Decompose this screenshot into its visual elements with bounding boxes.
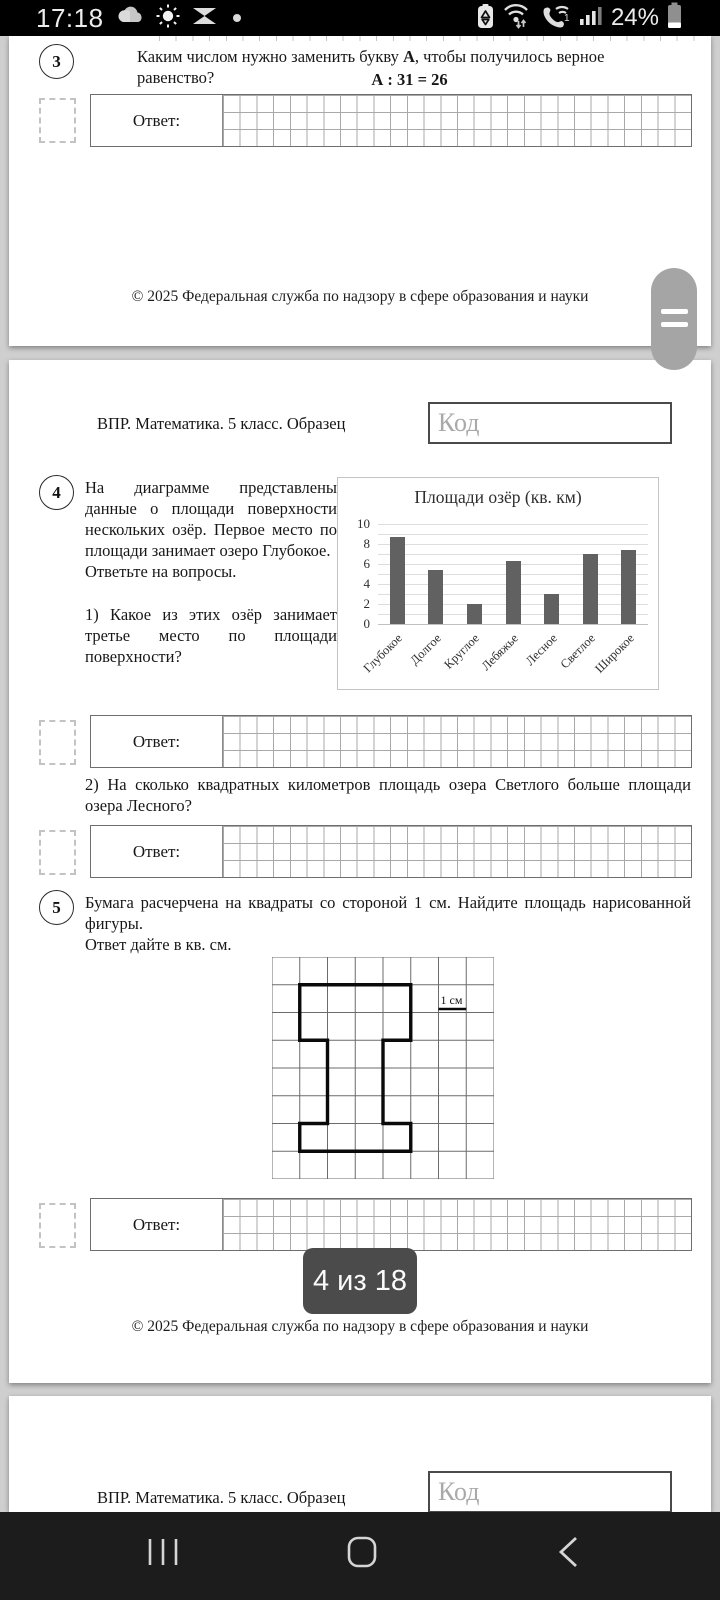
- scale-label: 1 см: [440, 993, 463, 1007]
- pdf-page-4: [9, 360, 711, 1383]
- answer-label: Ответ:: [91, 95, 223, 146]
- bar-Широкое: [621, 550, 636, 624]
- bar-Долгое: [428, 570, 443, 624]
- y-axis-tick: 8: [363, 536, 370, 551]
- battery-percent: 24%: [610, 4, 659, 31]
- chart-title: Площади озёр (кв. км): [414, 487, 582, 507]
- cloud-icon: [115, 6, 145, 31]
- question-3-text: Каким числом нужно заменить букву А, чтобы получилось верное равенство?: [137, 47, 605, 88]
- answer-box-q4-2: [90, 825, 692, 878]
- y-axis-tick: 2: [363, 596, 370, 611]
- code-placeholder: Код: [438, 1477, 480, 1506]
- wifi-icon: [502, 2, 532, 34]
- answer-cells-grid: [223, 1199, 691, 1250]
- grid-figure: [272, 957, 494, 1179]
- scrollbar-handle[interactable]: [651, 268, 697, 370]
- bar-Лесное: [544, 594, 559, 624]
- score-checkbox: [39, 98, 76, 143]
- answer-cells-grid: [223, 826, 691, 877]
- status-bar: [0, 0, 720, 36]
- back-button[interactable]: [546, 1530, 590, 1574]
- y-axis-tick: 0: [363, 616, 370, 631]
- y-axis-tick: 6: [363, 556, 370, 571]
- answer-cells-grid: [223, 716, 691, 767]
- question-3-number: 3: [39, 44, 74, 79]
- score-checkbox: [39, 1203, 76, 1248]
- x-axis-label: Круглое: [441, 631, 483, 672]
- answer-cells-grid: [223, 95, 691, 146]
- answer-box-q4-1: [90, 715, 692, 768]
- home-button[interactable]: [340, 1530, 384, 1574]
- answer-label: Ответ:: [91, 1199, 223, 1250]
- x-axis-label: Светлое: [557, 631, 599, 672]
- battery-icon: [667, 2, 682, 34]
- bar-Лебяжье: [506, 561, 521, 624]
- status-bar-right: [477, 2, 720, 34]
- doc-title: ВПР. Математика. 5 класс. Образец: [97, 1488, 346, 1507]
- notification-dot: [233, 14, 241, 22]
- x-axis-label: Долгое: [407, 631, 444, 668]
- battery-saver-icon: [477, 3, 494, 34]
- question-4-text: На диаграмме представлены данные о площади поверхности нескольких озёр. Первое место по площади занимает озеро Глубокое. Ответьте на вопросы. 1) Какое из этих озёр занимает третье место по площади поверхности?: [85, 478, 337, 666]
- status-bar-left: [0, 4, 241, 33]
- lakes-bar-chart: [337, 477, 659, 690]
- answer-label: Ответ:: [91, 716, 223, 767]
- bar-Круглое: [467, 604, 482, 624]
- question-5-text: Бумага расчерчена на квадраты со стороной 1 см. Найдите площадь нарисованной фигуры. Ответ дайте в кв. см.: [85, 893, 691, 955]
- cropped-grid-remnant: [159, 36, 704, 41]
- pdf-page-3: [9, 36, 711, 346]
- code-placeholder: Код: [438, 408, 480, 437]
- question-3-equation: А : 31 = 26: [371, 70, 448, 89]
- score-checkbox: [39, 830, 76, 875]
- doc-title: ВПР. Математика. 5 класс. Образец: [97, 414, 346, 433]
- answer-box-q5: [90, 1198, 692, 1251]
- wifi-calling-icon: [540, 3, 572, 34]
- brightness-icon: [156, 4, 180, 33]
- page-indicator-toast: 4 из 18: [303, 1248, 417, 1314]
- code-field: [428, 1471, 672, 1513]
- pdf-page-5: [9, 1396, 711, 1512]
- question-4-sub1: 1) Какое из этих озёр занимает третье место по площади поверхности?: [85, 604, 337, 666]
- svg-text:1: 1: [563, 12, 570, 24]
- score-checkbox: [39, 720, 76, 765]
- handle-line: [661, 309, 688, 314]
- bar-Глубокое: [390, 537, 405, 624]
- bar-Светлое: [583, 554, 598, 624]
- y-axis-tick: 4: [363, 576, 370, 591]
- question-4-sub2: 2) На сколько квадратных километров площадь озера Светлого больше площади озера Лесного?: [85, 775, 691, 816]
- x-axis-label: Глубокое: [360, 631, 406, 676]
- y-axis-tick: 10: [357, 516, 370, 531]
- x-axis-label: Широкое: [591, 631, 637, 676]
- recents-button[interactable]: [141, 1530, 185, 1574]
- question-5-number: 5: [39, 890, 74, 925]
- x-axis-label: Лесное: [522, 631, 560, 669]
- question-4-number: 4: [39, 475, 74, 510]
- signal-icon: [580, 5, 603, 32]
- answer-box-q3: [90, 94, 692, 147]
- answer-label: Ответ:: [91, 826, 223, 877]
- code-field: [428, 402, 672, 444]
- page-footer: © 2025 Федеральная служба по надзору в сфере образования и науки: [131, 1318, 589, 1335]
- x-axis-label: Лебяжье: [478, 631, 521, 674]
- capcut-icon: [191, 7, 218, 30]
- clock: 17:18: [36, 3, 104, 33]
- page-footer: © 2025 Федеральная служба по надзору в сфере образования и науки: [131, 288, 589, 305]
- handle-line: [661, 322, 688, 327]
